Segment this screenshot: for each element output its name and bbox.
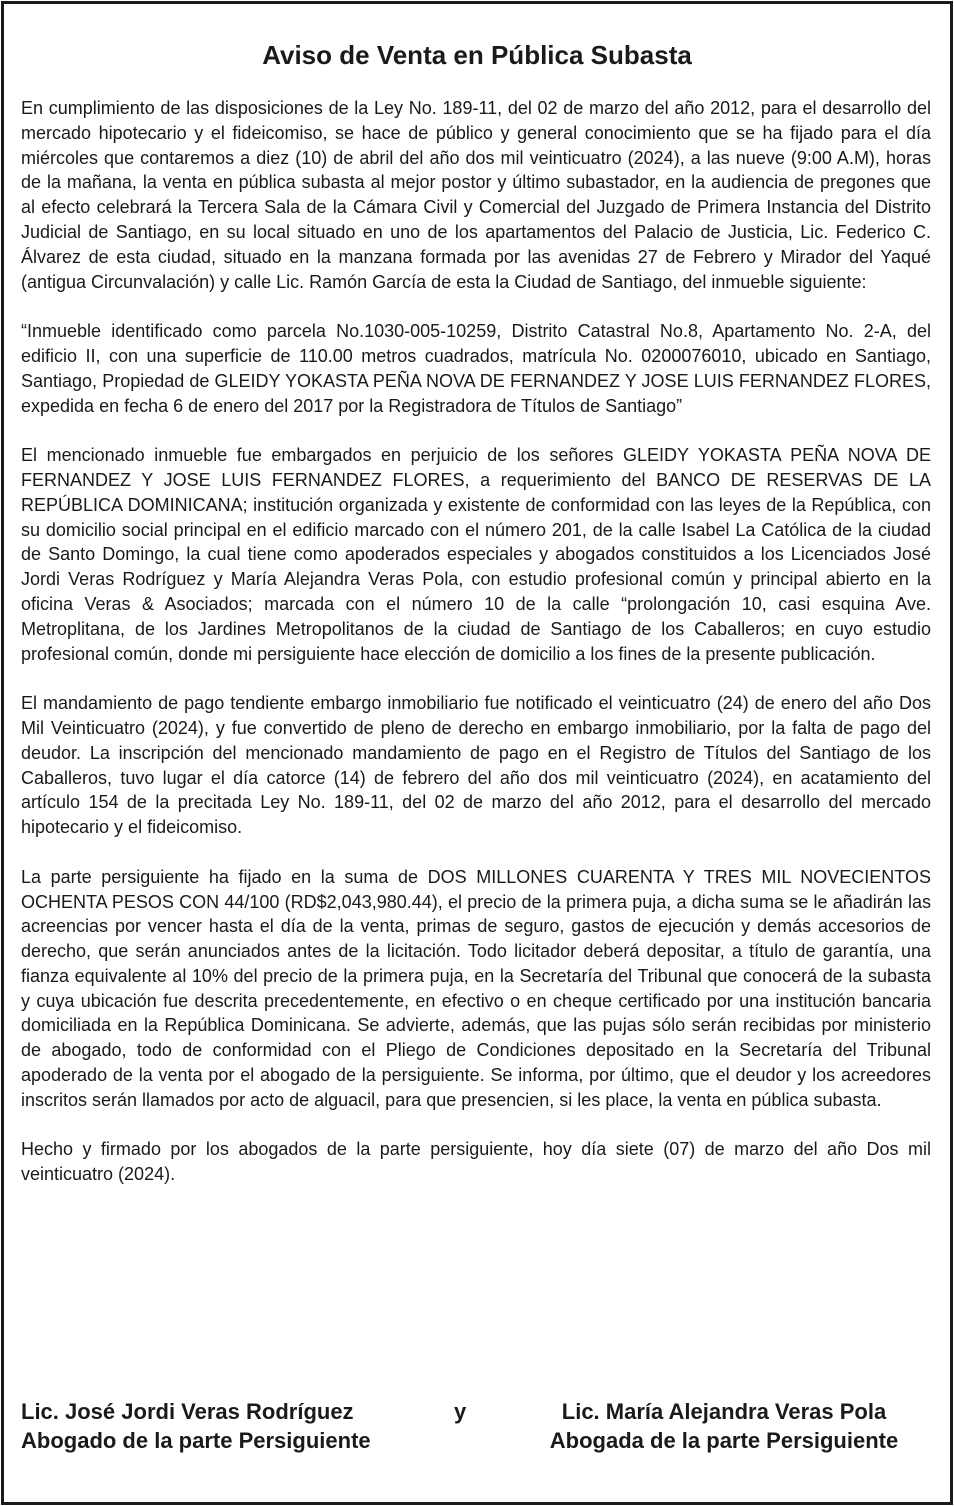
notice-body: [21, 96, 931, 1187]
notice-title: Aviso de Venta en Pública Subasta: [262, 40, 692, 70]
paragraph-intro: En cumplimiento de las disposiciones de la Ley No. 189-11, del 02 de marzo del año 2012, para el desarrollo del mercado hipotecario y el fideicomiso, se hace de público y general conocimiento que se ha fijado para el día miércoles que contaremos a diez (10) de abril del año dos mil veinticuatro (2024), a las nueve (9:00 A.M), horas de la mañana, la venta en pública subasta al mejor postor y último subastador, en la audiencia de pregones que al efecto celebrará la Tercera Sala de la Cámara Civil y Comercial del Juzgado de Primera Instancia del Distrito Judicial de Santiago, en su local situado en uno de los apartamentos del Palacio de Justicia, Lic. Federico C. Álvarez de esta ciudad, situado en la manzana formada por las avenidas 27 de Febrero y Mirador del Yaqué (antigua Circunvalación) y calle Lic. Ramón García de esta la Ciudad de Santiago, del inmueble siguiente:: [21, 98, 931, 292]
paragraph-payment-order: El mandamiento de pago tendiente embargo inmobiliario fue notificado el veinticuatro (24) de enero del año Dos Mil Veinticuatro (2024), y fue convertido de pleno de derecho en embargo inmobiliario, por la falta de pago del deudor. La inscripción del mencionado mandamiento de pago en el Registro de Títulos del Santiago de los Caballeros, tuvo lugar el día catorce (14) de febrero del año dos mil veinticuatro (2024), en acatamiento del artículo 154 de la precitada Ley No. 189-11, del 02 de marzo del año 2012, para el desarrollo del mercado hipotecario y el fideicomiso.: [21, 693, 931, 838]
signature-left-name: Lic. José Jordi Veras Rodríguez: [21, 1399, 354, 1424]
signature-right: [514, 1397, 934, 1455]
paragraph-seizure: El mencionado inmueble fue embargados en perjuicio de los señores GLEIDY YOKASTA PEÑA NOVA DE FERNANDEZ Y JOSE LUIS FERNANDEZ FLORES, a requerimiento del BANCO DE RESERVAS DE LA REPÚBLICA DOMINICANA; institución organizada y existente de conformidad con las leyes de la República, con su domicilio social principal en el edificio marcado con el número 201, de la calle Isabel La Católica de la ciudad de Santo Domingo, la cual tiene como apoderados especiales y abogados constituidos a los Licenciados José Jordi Veras Rodríguez y María Alejandra Veras Pola, con estudio profesional común y principal abierto en la oficina Veras & Asociados; marcada con el número 10 de la calle “prolongación 10, casi esquina Ave. Metroplitana, de los Jardines Metropolitanos de la ciudad de Santiago de los Caballeros; en cuyo estudio profesional común, donde mi persiguiente hace elección de domicilio a los fines de la presente publicación.: [21, 445, 931, 664]
signature-right-name: Lic. María Alejandra Veras Pola: [561, 1399, 887, 1424]
paragraph-property: “Inmueble identificado como parcela No.1030-005-10259, Distrito Catastral No.8, Apartamento No. 2-A, del edificio II, con una superficie de 110.00 metros cuadrados, matrícula No. 0200076010, ubicado en Santiago, Santiago, Propiedad de GLEIDY YOKASTA PEÑA NOVA DE FERNANDEZ Y JOSE LUIS FERNANDEZ FLORES, expedida en fecha 6 de enero del 2017 por la Registradora de Títulos de Santiago”: [21, 321, 931, 416]
paragraph-price: La parte persiguiente ha fijado en la suma de DOS MILLONES CUARENTA Y TRES MIL NOVECIENTOS OCHENTA PESOS CON 44/100 (RD$2,043,980.44), el precio de la primera puja, a dicha suma se le añadirán las acreencias por vencer hasta el día de la venta, primas de seguro, gastos de ejecución y demás accesorios de derecho, que serán anunciados antes de la licitación. Todo licitador deberá depositar, a título de garantía, una fianza equivalente al 10% del precio de la primera puja, en la Secretaría del Tribunal que conocerá de la subasta y cuya ubicación fue descrita precedentemente, en efectivo o en cheque certificado por una institución bancaria domiciliada en la República Dominicana. Se advierte, además, que las pujas sólo serán recibidas por ministerio de abogado, todo de conformidad con el Pliego de Condiciones depositado en la Secretaría del Tribunal apoderado de la venta por el abogado de la persiguiente. Se informa, por último, que el deudor y los acreedores inscritos serán llamados por acto de alguacil, para que presencien, si les place, la venta en pública subasta.: [21, 866, 931, 1110]
signature-conjunction: y: [454, 1399, 467, 1424]
signature-left-role: Abogado de la parte Persiguiente: [21, 1428, 371, 1453]
signature-right-role: Abogada de la parte Persiguiente: [549, 1428, 899, 1453]
paragraph-signed: Hecho y firmado por los abogados de la parte persiguiente, hoy día siete (07) de marzo del año Dos mil veinticuatro (2024).: [21, 1139, 931, 1185]
notice-frame: [1, 1, 953, 1505]
signature-left: [21, 1397, 371, 1455]
